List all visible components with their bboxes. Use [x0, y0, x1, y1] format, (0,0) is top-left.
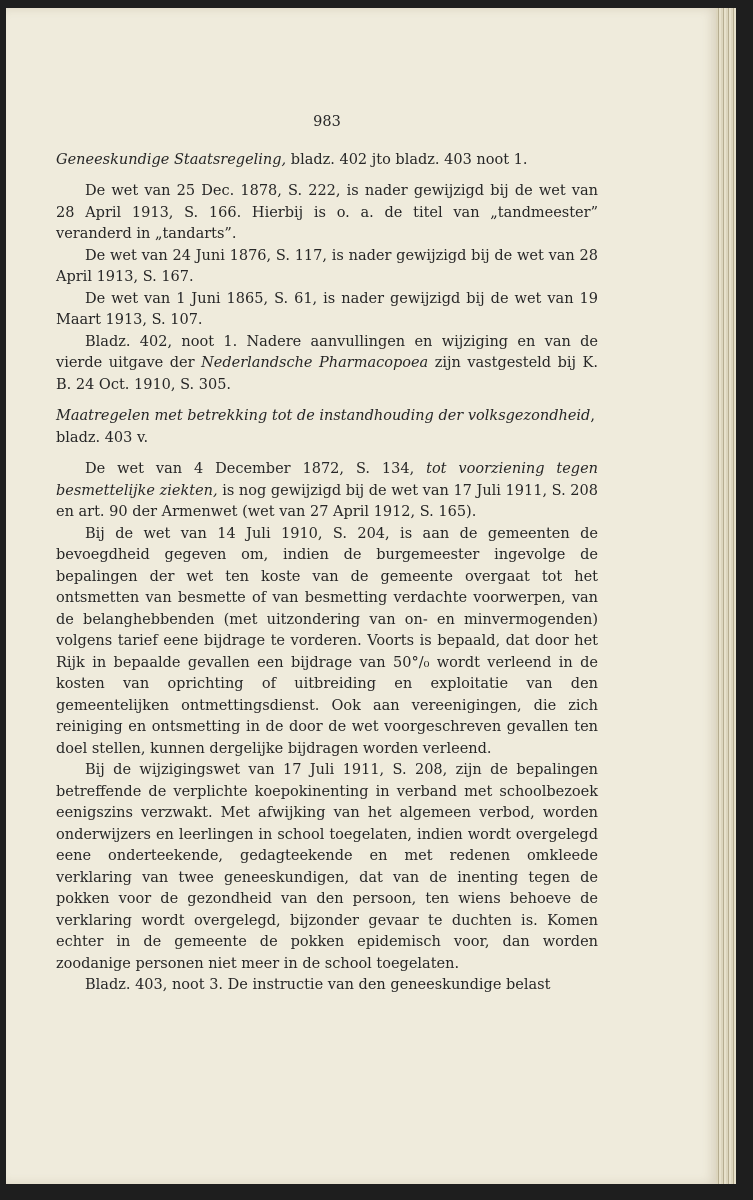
- italic-title: tot voorziening tegen besmettelijke ziekten,: [56, 461, 599, 499]
- section-title-1: Geneeskundige Staatsregeling,: [56, 151, 287, 168]
- paragraph: Bij de wijzigingswet van 17 Juli 1911, S. 208, zijn de bepalingen betreffende de verplichte koepokinenting in verband met schoolbezoek eenigszins verzwakt. Met afwijking van het algemeen verbod, worden onderwijzers en leerlingen in school toegelaten, indien wordt overgelegd eene onderteekende, gedagteekende en met redenen omkleede verklaring van twee geneeskundigen, dat van de inenting tegen de pokken voor de gezondheid van den persoon, ten wiens behoeve de verklaring wordt overgelegd, bijzonder gevaar te duchten is. Komen echter in de gemeente de pokken epidemisch voor, dan worden zoodanige personen niet meer in de school toegelaten.: [56, 762, 598, 972]
- section-title-2: Maatregelen met betrekking tot de instandhouding der volksgezondheid: [56, 408, 591, 424]
- paragraph: De wet van 25 Dec. 1878, S. 222, is nader gewijzigd bij de wet van 28 April 1913, S. 166. Hierbij is o. a. de titel van „tandmeester” veranderd in „tandarts”.: [56, 183, 598, 242]
- paragraph: [56, 459, 598, 524]
- text-run: De wet van 4 December 1872, S. 134,: [85, 461, 427, 477]
- paragraph: Bij de wet van 14 Juli 1910, S. 204, is aan de gemeenten de bevoegdheid gegeven om, indien de burgemeester ingevolge de bepalingen der wet ten koste van de gemeente overgaat tot het ontsmetten van besmette of van besmetting verdachte voorwerpen, van de belanghebbenden (met uitzondering van on- en minvermogenden) volgens tarief eene bijdrage te vorderen. Voorts is bepaald, dat door het Rijk in bepaalde gevallen een bijdrage van 50°/₀ wordt verleend in de kosten van oprichting of uitbreiding en exploitatie van den gemeentelijken ontmettingsdienst. Ook aan vereenigingen, die zich reiniging en ontsmetting in de door de wet voorgeschreven gevallen ten doel stellen, kunnen dergelijke bijdragen worden verleend.: [56, 525, 598, 757]
- paragraph: [56, 332, 598, 397]
- section-ref-1: bladz. 402 jto bladz. 403 noot 1.: [286, 151, 528, 168]
- section-heading-1: [56, 150, 598, 172]
- text-run: is nog gewijzigd bij de wet van 17 Juli 1911, S. 208 en art. 90 der Armenwet (wet van 27 April 1912, S. 165).: [56, 482, 598, 520]
- section-ref-2: , bladz. 403 v.: [56, 408, 595, 446]
- paragraph: De wet van 1 Juni 1865, S. 61, is nader gewijzigd bij de wet van 19 Maart 1913, S. 107.: [56, 290, 598, 328]
- page-number: 983: [313, 114, 341, 130]
- page-edge: [716, 8, 736, 1184]
- text-run: zijn vastgesteld bij K. B. 24 Oct. 1910, S. 305.: [56, 355, 598, 393]
- section-heading-2: [56, 406, 598, 449]
- paragraph: De wet van 24 Juni 1876, S. 117, is nader gewijzigd bij de wet van 28 April 1913, S. 167.: [56, 247, 598, 285]
- paragraph: Bladz. 403, noot 3. De instructie van den geneeskundige belast: [85, 977, 551, 993]
- italic-title: Nederlandsche Pharmacopoea: [201, 355, 429, 371]
- text-run: Bladz. 402, noot 1. Nadere aanvullingen en wijziging en van de vierde uitgave der: [56, 333, 598, 371]
- spacer: [56, 396, 598, 406]
- page-content: [56, 112, 598, 997]
